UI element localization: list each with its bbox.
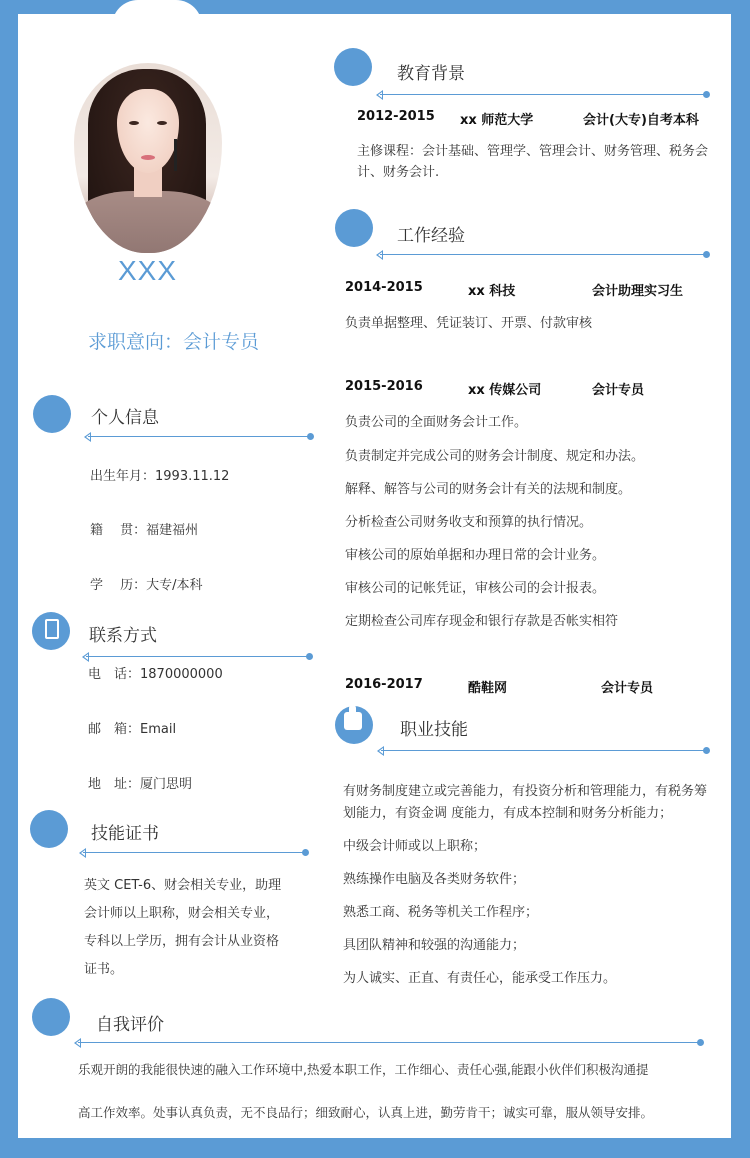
- job-role: 会计专员: [592, 383, 645, 398]
- edu-school: xx 师范大学: [460, 113, 534, 128]
- arrow-left-icon: [376, 250, 383, 260]
- birth-date: 出生年月：1993.11.12: [90, 469, 230, 484]
- section-title-personal: 个人信息: [91, 408, 159, 428]
- dot-icon: [307, 433, 314, 440]
- job-role: 会计助理实习生: [592, 284, 684, 299]
- arrow-left-icon: [82, 652, 89, 662]
- job-company: 酷鞋网: [468, 681, 508, 696]
- phone-icon: [45, 619, 59, 639]
- email-field: 邮 箱：Email: [88, 722, 177, 737]
- job-duty: 分析检查公司财务收支和预算的执行情况。: [345, 515, 593, 530]
- job-duty: 负责制定并完成公司的财务会计制度、规定和办法。: [345, 449, 645, 464]
- job-duty: 负责单据整理、凭证装订、开票、付款审核: [345, 316, 593, 331]
- profile-photo: [74, 63, 222, 253]
- skill-line: 中级会计师或以上职称；: [343, 839, 487, 854]
- dot-icon: [306, 653, 313, 660]
- section-bullet-icon: [30, 810, 68, 848]
- section-bullet-icon: [33, 395, 71, 433]
- dot-icon: [302, 849, 309, 856]
- skill-line: 熟悉工商、税务等机关工作程序；: [343, 905, 539, 920]
- edu-courses: 主修课程：会计基础、管理学、管理会计、财务管理、税务会: [357, 144, 709, 159]
- self-eval-line: 乐观开朗的我能很快速的融入工作环境中,热爱本职工作，工作细心、责任心强,能跟小伙伴们积极沟通提: [78, 1062, 649, 1077]
- divider: [86, 656, 309, 657]
- dot-icon: [697, 1039, 704, 1046]
- arrow-left-icon: [84, 432, 91, 442]
- divider: [380, 94, 707, 95]
- job-period: 2015-2016: [345, 379, 423, 394]
- self-eval-line: 高工作效率。处事认真负责，无不良品行；细致耐心，认真上进，勤劳肯干；诚实可靠，服从领导安排。: [78, 1105, 654, 1120]
- phone-field: 电 话：1870000000: [88, 667, 223, 682]
- dot-icon: [703, 91, 710, 98]
- job-duty: 负责公司的全面财务会计工作。: [345, 415, 528, 430]
- job-period: 2016-2017: [345, 677, 423, 692]
- edu-courses: 计、财务会计.: [357, 165, 440, 180]
- address-field: 地 址：厦门思明: [88, 777, 193, 792]
- native-place: 籍 贯：福建福州: [90, 523, 199, 538]
- job-role: 会计专员: [601, 681, 654, 696]
- thumbs-up-icon: [344, 712, 362, 730]
- skill-line: 有财务制度建立或完善能力，有投资分析和管理能力，有税务筹: [343, 784, 708, 799]
- education-level: 学 历：大专/本科: [90, 578, 203, 593]
- arrow-left-icon: [79, 848, 86, 858]
- divider: [380, 254, 707, 255]
- job-duty: 审核公司的原始单据和办理日常的会计业务。: [345, 548, 606, 563]
- section-title-skills: 职业技能: [400, 720, 468, 740]
- skill-line: 熟练操作电脑及各类财务软件；: [343, 872, 526, 887]
- skill-line: 具团队精神和较强的沟通能力；: [343, 938, 526, 953]
- job-duty: 解释、解答与公司的财务会计有关的法规和制度。: [345, 482, 632, 497]
- section-bullet-icon: [32, 998, 70, 1036]
- job-duty: 审核公司的记帐凭证，审核公司的会计报表。: [345, 581, 606, 596]
- edu-period: 2012-2015: [357, 109, 435, 124]
- section-title-self: 自我评价: [96, 1015, 164, 1035]
- skill-line: 为人诚实、正直、有责任心，能承受工作压力。: [343, 971, 617, 986]
- section-title-contact: 联系方式: [89, 626, 157, 646]
- divider: [78, 1042, 700, 1043]
- job-intent: 求职意向：会计专员: [88, 331, 260, 353]
- job-period: 2014-2015: [345, 280, 423, 295]
- section-title-work: 工作经验: [397, 226, 465, 246]
- cert-line: 专科以上学历，拥有会计从业资格: [84, 934, 280, 949]
- dot-icon: [703, 251, 710, 258]
- arrow-left-icon: [74, 1038, 81, 1048]
- divider: [88, 436, 310, 437]
- section-title-certs: 技能证书: [91, 824, 159, 844]
- edu-major: 会计(大专)自考本科: [583, 113, 699, 128]
- skill-line: 划能力，有资金调 度能力，有成本控制和财务分析能力；: [343, 806, 673, 821]
- cert-line: 会计师以上职称，财会相关专业，: [84, 906, 280, 921]
- cert-line: 英文 CET-6、财会相关专业，助理: [84, 878, 282, 893]
- section-bullet-icon: [335, 209, 373, 247]
- cert-line: 证书。: [84, 962, 124, 977]
- divider: [381, 750, 707, 751]
- job-company: xx 传媒公司: [468, 383, 542, 398]
- divider: [83, 852, 305, 853]
- section-title-education: 教育背景: [397, 64, 465, 84]
- top-decoration: [112, 0, 202, 26]
- arrow-left-icon: [376, 90, 383, 100]
- job-duty: 定期检查公司库存现金和银行存款是否帐实相符: [345, 614, 619, 629]
- candidate-name: XXX: [118, 255, 178, 286]
- job-company: xx 科技: [468, 284, 516, 299]
- section-bullet-icon: [334, 48, 372, 86]
- dot-icon: [703, 747, 710, 754]
- arrow-left-icon: [377, 746, 384, 756]
